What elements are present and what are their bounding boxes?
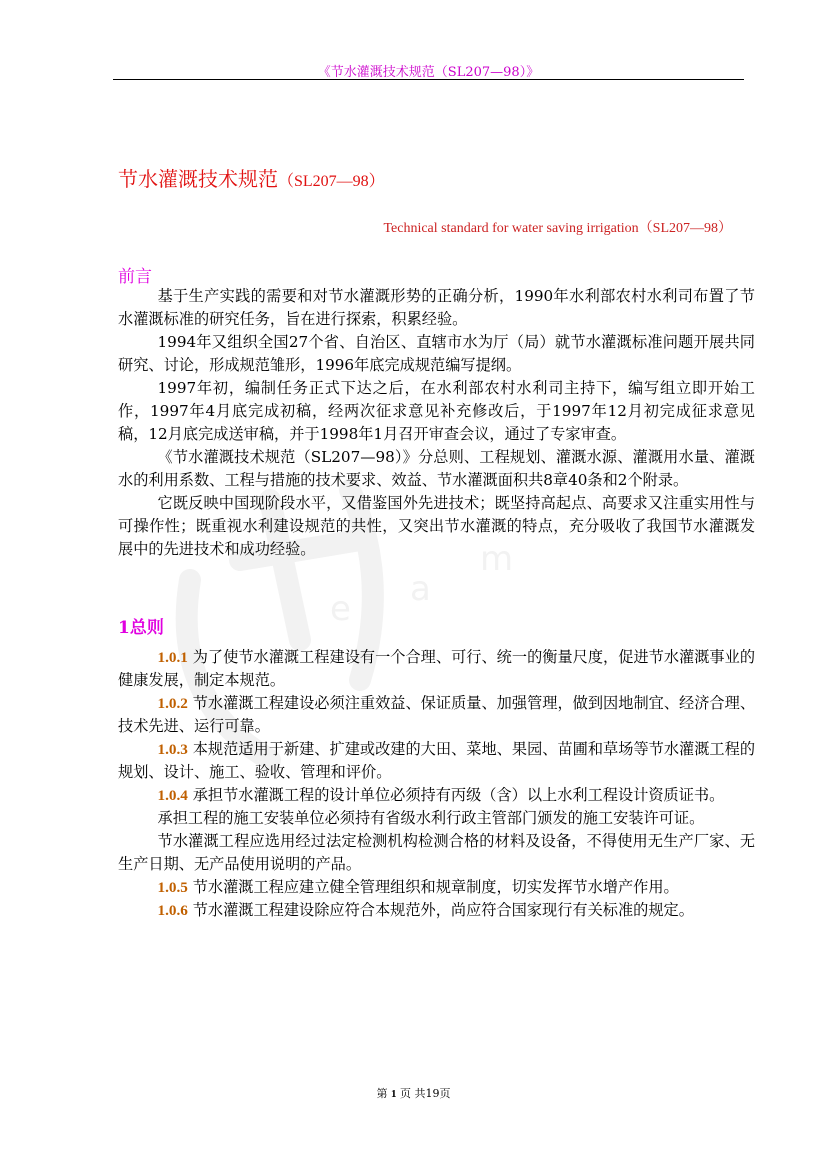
clause-text: 节水灌溉工程建设必须注重效益、保证质量、加强管理，做到因地制宜、经济合理、技术先进、运行可靠。: [118, 694, 756, 735]
clause-number: 1.0.6: [157, 902, 188, 919]
clause: [118, 692, 755, 738]
page-prefix: 第: [376, 1087, 388, 1100]
clause-number: 1.0.5: [157, 879, 188, 896]
page-footer: [0, 1085, 827, 1101]
preface-paragraph: 《节水灌溉技术规范（SL207—98）》分总则、工程规划、灌溉水源、灌溉用水量、灌溉水的利用系数、工程与措施的技术要求、效益、节水灌溉面积共8章40条和2个附录。: [118, 448, 755, 489]
general-heading: 1总则: [118, 618, 164, 638]
clause: [118, 876, 755, 899]
preface-paragraph: 1994年又组织全国27个省、自治区、直辖市水为厅（局）就节水灌溉标准问题开展共同研究、讨论，形成规范雏形，1996年底完成规范编写提纲。: [118, 333, 755, 374]
document-title-main: 节水灌溉技术规范: [118, 167, 278, 191]
preface-paragraph: 它既反映中国现阶段水平，又借鉴国外先进技术；既坚持高起点、高要求又注重实用性与可操作性；既重视水利建设规范的共性，又突出节水灌溉的特点，充分吸收了我国节水灌溉发展中的先进技术和成功经验。: [118, 494, 755, 558]
clause-number: 1.0.2: [157, 695, 188, 712]
clause: [118, 784, 755, 807]
clause-text: 承担工程的施工安装单位必须持有省级水利行政主管部门颁发的施工安装许可证。: [157, 809, 705, 827]
svg-text:e: e: [330, 589, 351, 629]
clause-text: 承担节水灌溉工程的设计单位必须持有丙级（含）以上水利工程设计资质证书。: [192, 786, 725, 804]
clause-text: 节水灌溉工程应建立健全管理组织和规章制度，切实发挥节水增产作用。: [192, 878, 679, 896]
svg-text:a: a: [410, 569, 431, 609]
clause-number: 1.0.4: [157, 787, 188, 804]
clause-number: 1.0.1: [157, 649, 188, 666]
clause: [118, 807, 755, 830]
preface-heading: 前言: [118, 267, 152, 287]
clause: [118, 646, 755, 692]
document-title: [118, 163, 385, 192]
clause-number: 1.0.3: [157, 741, 188, 758]
svg-text:m: m: [480, 539, 514, 579]
header-rule: [113, 79, 744, 80]
page-number: 1: [391, 1088, 397, 1100]
english-title: Technical standard for water saving irrigation（SL207—98）: [383, 221, 732, 236]
page-suffix: 页: [400, 1087, 411, 1100]
clause-text: 为了使节水灌溉工程建设有一个合理、可行、统一的衡量尺度，促进节水灌溉事业的健康发展，制定本规范。: [118, 648, 756, 689]
clause: [118, 899, 755, 922]
preface-paragraph: 基于生产实践的需要和对节水灌溉形势的正确分析，1990年水利部农村水利司布置了节水灌溉标准的研究任务，旨在进行探索，积累经验。: [118, 287, 755, 328]
clause-text: 节水灌溉工程应选用经过法定检测机构检测合格的材料及设备，不得使用无生产厂家、无生产日期、无产品使用说明的产品。: [118, 832, 755, 873]
preface-paragraph: 1997年初，编制任务正式下达之后，在水利部农村水利司主持下，编写组立即开始工作，1997年4月底完成初稿，经两次征求意见补充修改后，于1997年12月初完成征求意见稿，12月底完成送审稿，并于1998年1月召开审查会议，通过了专家审查。: [118, 379, 755, 443]
clause-text: 本规范适用于新建、扩建或改建的大田、菜地、果园、苗圃和草场等节水灌溉工程的规划、设计、施工、验收、管理和评价。: [118, 740, 756, 781]
preface-body: [118, 285, 755, 561]
clause: [118, 830, 755, 876]
clause: [118, 738, 755, 784]
general-body: [118, 646, 755, 922]
running-header: 《节水灌溉技术规范（SL207—98）》: [317, 65, 540, 80]
document-title-code: （SL207—98）: [278, 173, 385, 190]
page-total: 共19页: [414, 1087, 451, 1100]
clause-text: 节水灌溉工程建设除应符合本规范外，尚应符合国家现行有关标准的规定。: [192, 901, 694, 919]
